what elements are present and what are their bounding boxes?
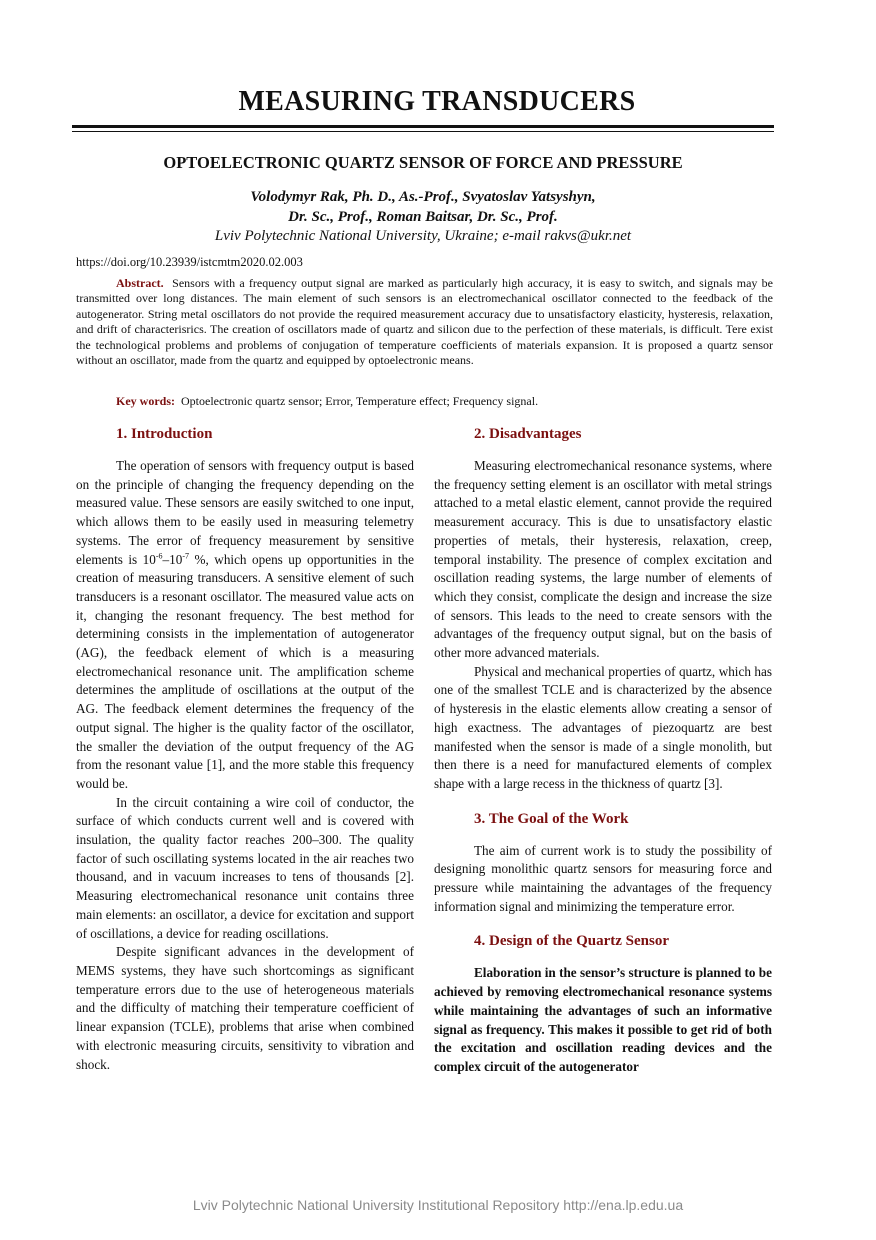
keywords [76, 394, 773, 409]
header-rule-thin [72, 131, 774, 132]
intro-p1-sup-1: -6 [155, 551, 163, 561]
intro-p1-text-a: The operation of sensors with frequency output is based on the principle of changing the frequency depending on the measured value. These sensors are easily switched to one input, which allows them to be easily used in measuring telemetry systems. The error of frequency measurement by sensitive elements is 10 [76, 458, 414, 567]
heading-design: 4. Design of the Quartz Sensor [474, 933, 669, 950]
repository-footer: Lviv Polytechnic National University Institutional Repository http://ena.lp.edu.ua [192, 1197, 684, 1213]
header-rule-thick [72, 125, 774, 128]
heading-disadvantages: 2. Disadvantages [474, 426, 582, 442]
keywords-label: Key words: [116, 394, 175, 408]
disadvantages-paragraph-1: Measuring electromechanical resonance systems, where the frequency setting element is an oscillator with metal strings attached to a metal elastic element, cannot provide the required measurement accuracy. This is due to unsatisfactory elastic properties of metals, their hysteresis, relaxation, creep, temporal instability. The presence of complex excitation and oscillation reading systems, the large number of elements of which they consist, complicate the design and increase the size of sensors. This leads to the need to create sensors with the advantages of the frequency output signal, but on the basis of other more advanced materials. [434, 458, 772, 661]
abstract-text: Sensors with a frequency output signal are marked as particularly high accuracy, it is easy to switch, and signals may be transmitted over long distances. The main element of such sensors is an electromechanical oscillator connected to the feedback of the autogenerator. String metal oscillators do not provide the required measurement accuracy due to unsatisfactory elasticity, hysteresis, relaxation, and drift of characterisrics. The creation of oscillators made of quartz and silicon due to the perfection of these materials, is difficult. Tere exist the technological problems and problems of conjugation of temperature coefficients of materials expansion. It is proposed a quartz sensor without an oscillator, made from the quartz and equipped by optoelectronic means. [76, 276, 774, 368]
intro-paragraph-2: In the circuit containing a wire coil of conductor, the surface of which conducts current well and is covered with insulation, the quality factor reaches 200–300. The quality factor of such oscillating systems located in the air reaches two thousand, and in vacuum increases to tens of thousands [2]. Measuring electromechanical resonance unit contains three main elements: an oscillator, a device for excitation and support of oscillations, a device for reading oscillations. [76, 794, 414, 941]
doi-link[interactable]: https://doi.org/10.23939/istcmtm2020.02.003 [76, 255, 303, 269]
intro-p1-text-b: %, which opens up opportunities in the creation of measuring transducers. A sensitive element of such transducers is a resonant oscillator. The measured value acts on it, changing the resonant frequency. The best method for determining consists in the implementation of autogenerator (AG), the feedback element of which is a measuring electromechanical resonance unit. The amplification scheme determines the amplitude of oscillations at the output of the AG. The feedback element determines the frequency of the output signal. The higher is the quality factor of the oscillator, the smaller the deviation of the output frequency of the AG from the resonant value [1], and the more stable this frequency would be. [76, 551, 414, 791]
affiliation: Lviv Polytechnic National University, Ukraine; e-mail rakvs@ukr.net [214, 228, 632, 244]
authors-line-1: Volodymyr Rak, Ph. D., As.-Prof., Svyatoslav Yatsyshyn, [250, 189, 596, 205]
left-column [76, 426, 414, 1074]
goal-paragraph: The aim of current work is to study the possibility of designing monolithic quartz sensors for measuring force and pressure while maintaining the advantages of the frequency information signal and minimizing the temperature error. [434, 842, 772, 914]
abstract [76, 276, 773, 368]
intro-p1-sup-2: -7 [182, 551, 189, 561]
paper-title: OPTOELECTRONIC QUARTZ SENSOR OF FORCE AND PRESSURE [163, 153, 683, 172]
abstract-label: Abstract. [116, 276, 164, 290]
heading-goal: 3. The Goal of the Work [474, 810, 629, 827]
disadvantages-paragraph-2: Physical and mechanical properties of quartz, which has one of the smallest TCLE and is characterized by the absence of hysteresis in the elastic elements allow creating a sensor of high exactness. The advantages of piezoquartz are best manifested when the sensor is made of a single monolith, but then there is a need for manufactured elements of complex shape with a large recess in the thickness of quartz [3]. [434, 663, 772, 791]
right-column [434, 426, 772, 1077]
intro-paragraph-3: Despite significant advances in the development of MEMS systems, they have such shortcomings as significant temperature errors due to the use of heterogeneous materials and the difficulty of matching their temperature coefficient of linear expansion (TCLE), problems that arise when combined with electronic measuring circuits, sensitivity to vibration and shock. [76, 944, 414, 1072]
design-paragraph: Elaboration in the sensor’s structure is planned to be achieved by removing electromechanical resonance systems while maintaining the advantages of such an informative signal as frequency. This makes it possible to get rid of both the excitation and oscillation reading devices and the complex circuit of the autogenerator [434, 965, 772, 1074]
intro-p1-text-mid: –10 [162, 551, 183, 567]
authors-line-2: Dr. Sc., Prof., Roman Baitsar, Dr. Sc., Prof. [288, 209, 558, 225]
keywords-text: Optoelectronic quartz sensor; Error, Temperature effect; Frequency signal. [181, 394, 539, 408]
intro-paragraph-1 [76, 457, 414, 794]
authors [72, 187, 774, 227]
heading-introduction: 1. Introduction [116, 426, 213, 442]
section-heading: MEASURING TRANSDUCERS [238, 86, 636, 117]
